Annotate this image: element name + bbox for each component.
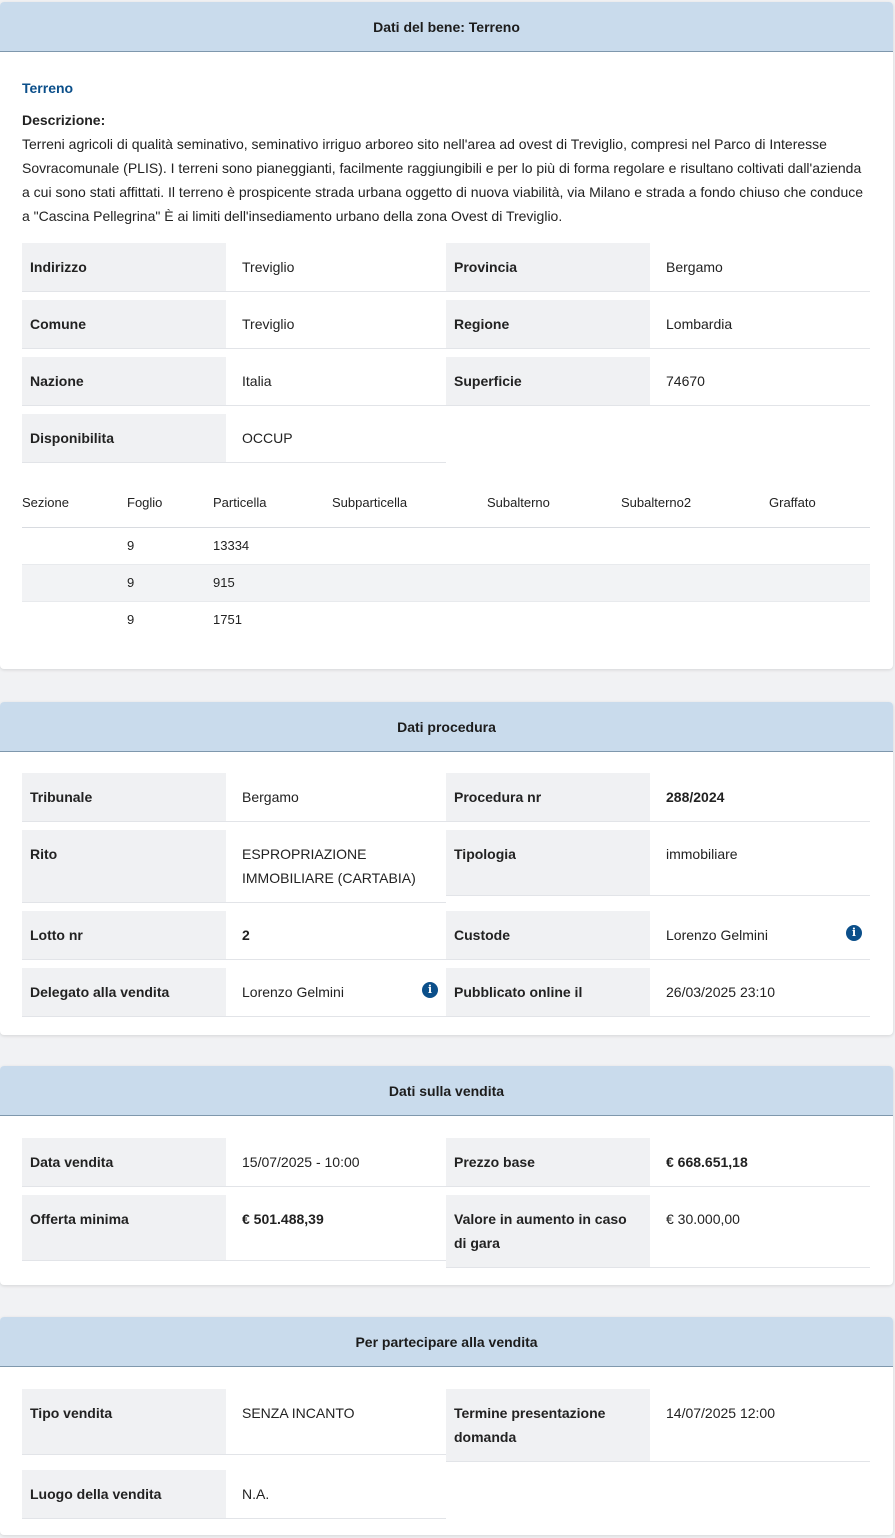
card-header: Dati sulla vendita [0, 1066, 893, 1116]
field-value: OCCUP [242, 430, 293, 446]
field-valore-aumento [446, 1195, 870, 1268]
description-text: Terreni agricoli di qualità seminativo, seminativo irriguo arboreo sito nell'area ad ovest di Treviglio, compresi nel Parco di Interesse Sovracomunale (PLIS). I terreni sono pianeggianti, facilmente raggiungibili e per lo più di forma regolare e risultano coltivati dall'azienda a cui sono stati affittati. Il terreno è prospicente strada urbana oggetto di nuova viabilità, via Milano e strada a fondo chiuso che conduce a "Cascina Pellegrina" È ai limiti dell'insediamento urbano della zona Ovest di Treviglio. [22, 136, 864, 224]
field-value: € 668.651,18 [666, 1154, 748, 1170]
field-value: immobiliare [666, 846, 738, 862]
field-luogo [22, 1470, 446, 1519]
info-icon[interactable]: i [846, 925, 862, 941]
table-cell [769, 601, 870, 638]
table-cell [332, 527, 487, 564]
field-prezzo-base [446, 1138, 870, 1187]
field-label: Superficie [446, 357, 650, 405]
field-value: 14/07/2025 12:00 [666, 1405, 775, 1421]
table-row [22, 601, 870, 638]
field-value: 15/07/2025 - 10:00 [242, 1154, 360, 1170]
field-label: Tribunale [22, 773, 226, 821]
field-value: Italia [242, 373, 272, 389]
table-cell [487, 527, 621, 564]
description-label: Descrizione: [22, 112, 106, 128]
table-cell [22, 601, 127, 638]
field-rito [22, 830, 446, 903]
field-label: Prezzo base [446, 1138, 650, 1186]
column-header: Graffato [769, 479, 870, 527]
cadastral-table [22, 479, 870, 638]
table-cell: 9 [127, 612, 135, 628]
table-cell [487, 601, 621, 638]
field-label: Comune [22, 300, 226, 348]
field-label: Indirizzo [22, 243, 226, 291]
field-value: 26/03/2025 23:10 [666, 984, 775, 1000]
table-row [22, 527, 870, 564]
column-header: Particella [213, 479, 332, 527]
table-cell [621, 601, 769, 638]
field-value: SENZA INCANTO [242, 1405, 355, 1421]
field-label: Tipo vendita [22, 1389, 226, 1454]
bene-title: Terreno [22, 80, 74, 96]
field-value: Lombardia [666, 316, 733, 332]
field-value: Bergamo [242, 789, 299, 805]
field-label: Provincia [446, 243, 650, 291]
field-tribunale [22, 773, 446, 822]
field-offerta-minima [22, 1195, 446, 1261]
column-header: Subparticella [332, 479, 487, 527]
table-row [22, 564, 870, 601]
field-label: Pubblicato online il [446, 968, 650, 1016]
field-label: Delegato alla vendita [22, 968, 226, 1016]
field-value: Treviglio [242, 316, 295, 332]
field-provincia [446, 243, 870, 292]
field-custode [446, 911, 870, 960]
field-value: Bergamo [666, 259, 723, 275]
field-procedura-nr [446, 773, 870, 822]
field-value: 74670 [666, 373, 705, 389]
table-cell [22, 564, 127, 601]
card-header: Dati del bene: Terreno [0, 2, 893, 52]
field-value: Lorenzo Gelmini [242, 984, 344, 1000]
field-pubblicato [446, 968, 870, 1017]
table-cell [332, 601, 487, 638]
field-label: Termine presentazione domanda [446, 1389, 650, 1461]
field-termine [446, 1389, 870, 1462]
field-label: Procedura nr [446, 773, 650, 821]
field-label: Data vendita [22, 1138, 226, 1186]
field-label: Luogo della vendita [22, 1470, 226, 1518]
field-nazione [22, 357, 446, 406]
field-data-vendita [22, 1138, 446, 1187]
card-header: Dati procedura [0, 702, 893, 752]
table-cell: 9 [127, 564, 213, 601]
card-dati-procedura [0, 702, 893, 1035]
field-value: € 501.488,39 [242, 1211, 324, 1227]
table-cell [769, 527, 870, 564]
field-label: Rito [22, 830, 226, 902]
field-disponibilita [22, 414, 446, 463]
field-value: ESPROPRIAZIONE IMMOBILIARE (CARTABIA) [242, 846, 416, 886]
field-value: 2 [242, 927, 250, 943]
field-comune [22, 300, 446, 349]
card-dati-bene [0, 2, 893, 669]
card-partecipare [0, 1317, 893, 1535]
field-delegato [22, 968, 446, 1017]
table-header-row [22, 479, 870, 527]
card-dati-vendita [0, 1066, 893, 1285]
field-tipo-vendita [22, 1389, 446, 1455]
table-cell [487, 564, 621, 601]
column-header: Subalterno [487, 479, 621, 527]
table-cell: 915 [213, 564, 332, 601]
field-value: € 30.000,00 [666, 1211, 740, 1227]
field-lotto [22, 911, 446, 960]
field-superficie [446, 357, 870, 406]
field-label: Disponibilita [22, 414, 226, 462]
field-value: N.A. [242, 1486, 270, 1502]
table-cell [769, 564, 870, 601]
table-cell [332, 564, 487, 601]
field-label: Nazione [22, 357, 226, 405]
field-regione [446, 300, 870, 349]
table-cell [621, 564, 769, 601]
table-cell: 9 [127, 527, 213, 564]
field-label: Regione [446, 300, 650, 348]
field-indirizzo [22, 243, 446, 292]
column-header: Subalterno2 [621, 479, 769, 527]
field-label: Offerta minima [22, 1195, 226, 1260]
field-label: Custode [446, 911, 650, 959]
column-header: Sezione [22, 479, 127, 527]
card-header: Per partecipare alla vendita [0, 1317, 893, 1367]
field-label: Lotto nr [22, 911, 226, 959]
field-value: Lorenzo Gelmini [666, 927, 768, 943]
info-icon[interactable]: i [422, 982, 438, 998]
table-cell: 1751 [213, 612, 242, 628]
table-cell [22, 527, 127, 564]
field-value: 288/2024 [666, 789, 725, 805]
field-value: Treviglio [242, 259, 295, 275]
table-cell [621, 527, 769, 564]
table-cell: 13334 [213, 527, 332, 564]
field-label: Valore in aumento in caso di gara [446, 1195, 650, 1267]
field-tipologia [446, 830, 870, 896]
field-label: Tipologia [446, 830, 650, 895]
column-header: Foglio [127, 479, 213, 527]
